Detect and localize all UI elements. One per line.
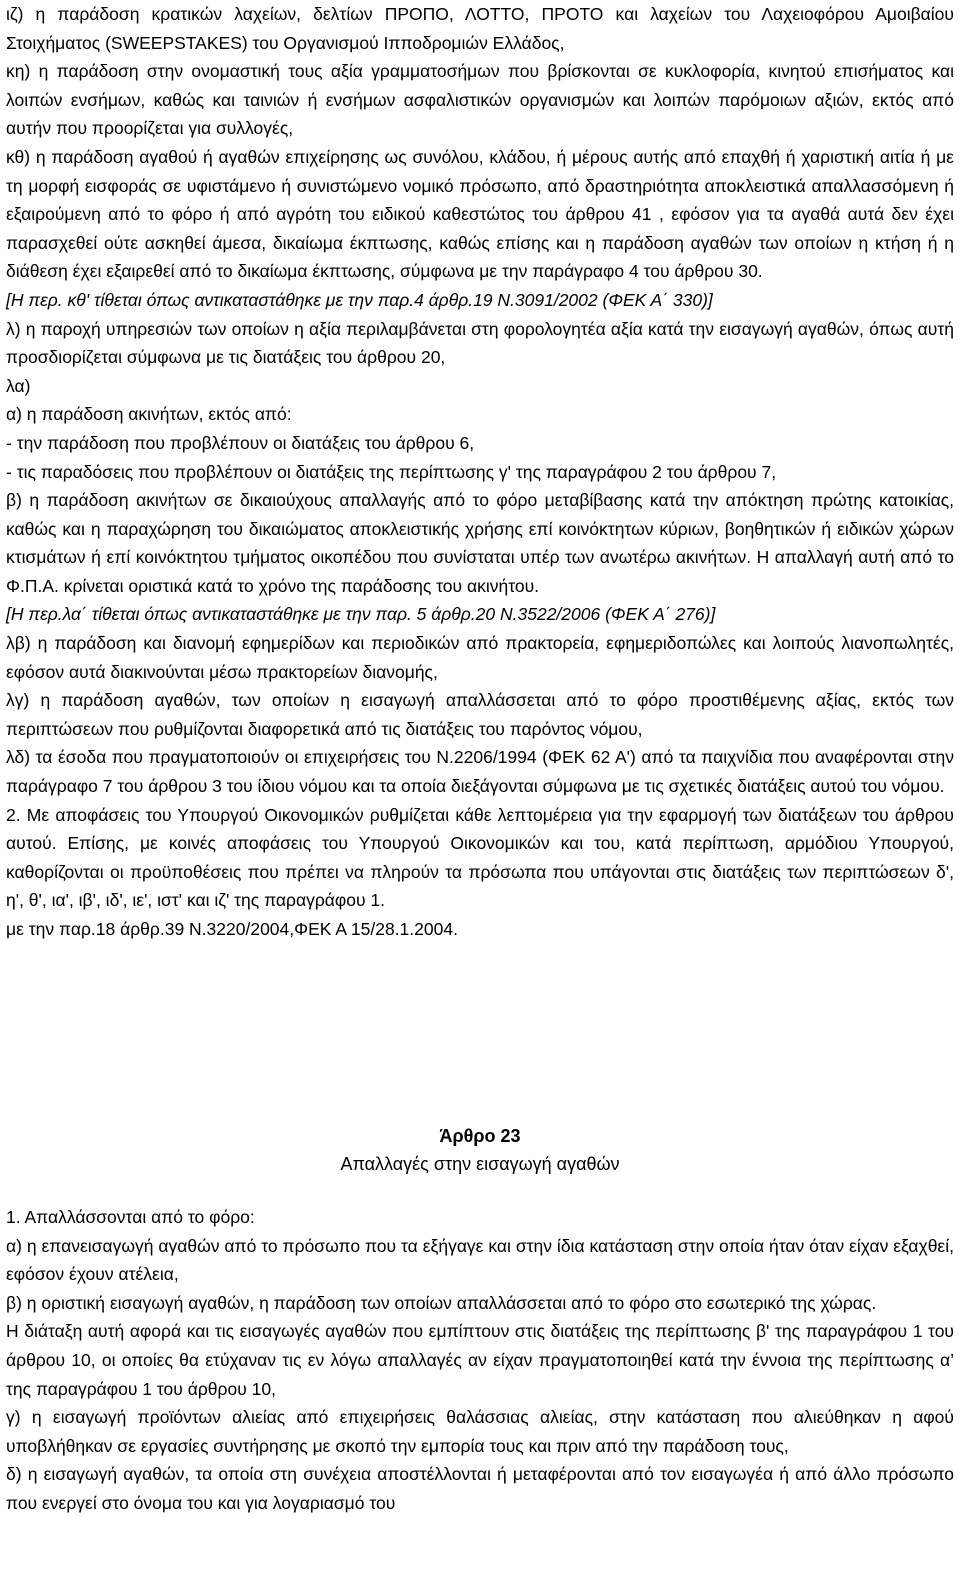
paragraph-la: λα) xyxy=(6,375,31,396)
bottom-text-block xyxy=(6,1203,954,1518)
paragraph-ld: λδ) τα έσοδα που πραγματοποιούν οι επιχειρήσεις του Ν.2206/1994 (ΦΕΚ 62 Α') από τα παιχνίδια που αναφέρονται στην παράγραφο 7 του άρθρου 3 του ίδιου νόμου και τα οποία διεξάγονται σύμφωνα με τις σχετικές διατάξεις αυτού του νόμου. xyxy=(6,747,954,797)
reference-note: με την παρ.18 άρθρ.39 Ν.3220/2004,ΦΕΚ Α 15/28.1.2004. xyxy=(6,919,458,939)
paragraph-1-d: δ) η εισαγωγή αγαθών, τα οποία στη συνέχεια αποστέλλονται ή μεταφέρονται από τον εισαγωγέα ή από άλλο πρόσωπο που ενεργεί στο όνομα του και για λογαριασμό του xyxy=(6,1464,954,1513)
paragraph-kth: κθ) η παράδοση αγαθού ή αγαθών επιχείρησης ως συνόλου, κλάδου, ή μέρους αυτής από επαχθή ή χαριστική αιτία ή με τη μορφή εισφοράς σε υφιστάμενο ή συνιστώμενο νομικό πρόσωπο, από δραστηριότητα αποκλειστικά απαλλασσόμενη ή εξαιρούμενη από το φόρο ή από αγρότη του ειδικού καθεστώτος του άρθρου 41 , εφόσον για τα αγαθά αυτά δεν έχει παρασχεθεί ούτε ασκηθεί άμεσα, δικαίωμα έκπτωσης, καθώς επίσης και η παράδοση αγαθών των οποίων η κτήση ή η διάθεση έχει εξαιρεθεί από το δικαίωμα έκπτωσης, σύμφωνα με την παράγραφο 4 του άρθρου 30. xyxy=(6,146,954,282)
article-title: Άρθρο 23 xyxy=(439,1126,521,1146)
paragraph-1-a: α) η επανεισαγωγή αγαθών από το πρόσωπο που τα εξήγαγε και στην ίδια κατάσταση στην οποία ήταν όταν είχαν εξαχθεί, εφόσον έχουν ατέλεια, xyxy=(6,1235,954,1285)
paragraph-la-dash-1: - την παράδοση που προβλέπουν οι διατάξεις του άρθρου 6, xyxy=(6,432,475,453)
article-subtitle: Απαλλαγές στην εισαγωγή αγαθών xyxy=(340,1154,620,1174)
paragraph-2: 2. Με αποφάσεις του Υπουργού Οικονομικών ρυθμίζεται κάθε λεπτομέρεια για την εφαρμογή των διατάξεων του άρθρου αυτού. Επίσης, με κοινές αποφάσεις του Υπουργού Οικονομικών και του, κατά περίπτωση, αρμόδιου Υπουργού, καθορίζονται οι προϋποθέσεις που πρέπει να πληρούν τα πρόσωπα που υπάγονται στις διατάξεις των περιπτώσεων δ', η', θ', ια', ιβ', ιδ', ιε', ιστ' και ιζ' της παραγράφου 1. xyxy=(6,804,954,911)
paragraph-kh: κη) η παράδοση στην ονομαστική τους αξία γραμματοσήμων που βρίσκονται σε κυκλοφορία, κινητού επισήματος και λοιπών ενσήμων, καθώς και ταινιών ή ενσήμων ασφαλιστικών οργανισμών και λοιπών παρόμοιων αξιών, εκτός από αυτήν που προορίζεται για συλλογές, xyxy=(6,61,954,139)
top-text-block xyxy=(6,0,954,944)
paragraph-lg: λγ) η παράδοση αγαθών, των οποίων η εισαγωγή απαλλάσσεται από το φόρο προστιθέμενης αξίας, εκτός των περιπτώσεων που ρυθμίζονται διαφορετικά από τις διατάξεις του παρόντος νόμου, xyxy=(6,690,954,739)
paragraph-1-intro: 1. Απαλλάσσονται από το φόρο: xyxy=(6,1207,255,1227)
paragraph-l: λ) η παροχή υπηρεσιών των οποίων η αξία περιλαμβάνεται στη φορολογητέα αξία κατά την εισαγωγή αγαθών, όπως αυτή προσδιορίζεται σύμφωνα με τις διατάξεις του άρθρου 20, xyxy=(6,318,954,368)
paragraph-lb: λβ) η παράδοση και διανομή εφημερίδων και περιοδικών από πρακτορεία, εφημεριδοπώλες και λοιπούς λιανοπωλητές, εφόσον αυτά διακινούνται μέσω πρακτορείων διανομής, xyxy=(6,633,954,682)
amendment-note-la: [Η περ.λα΄ τίθεται όπως αντικαταστάθηκε με την παρ. 5 άρθρ.20 Ν.3522/2006 (ΦΕΚ Α΄ 276)] xyxy=(6,604,716,625)
paragraph-la-dash-2: - τις παραδόσεις που προβλέπουν οι διατάξεις της περίπτωσης γ' της παραγράφου 2 του άρθρου 7, xyxy=(6,461,777,482)
paragraph-la-a: α) η παράδοση ακινήτων, εκτός από: xyxy=(6,404,292,425)
paragraph-la-b: β) η παράδοση ακινήτων σε δικαιούχους απαλλαγής από το φόρο μεταβίβασης κατά την απόκτηση πρώτης κατοικίας, καθώς και η παραχώρηση του δικαιώματος αποκλειστικής χρήσης επί κοινόκτητων κύριων, βοηθητικών ή ειδικών χώρων κτισμάτων ή επί κοινόκτητου τμήματος οικοπέδου που συνίσταται υπέρ των ανωτέρω ακινήτων. Η απαλλαγή αυτή από το Φ.Π.Α. κρίνεται οριστικά κατά το χρόνο της παράδοσης του ακινήτου. xyxy=(6,490,954,596)
paragraph-iz: ιζ) η παράδοση κρατικών λαχείων, δελτίων ΠΡΟΠΟ, ΛΟΤΤΟ, ΠΡΟΤΟ και λαχείων του Λαχειοφόρου Αμοιβαίου Στοιχήματος (SWEEPSTAKES) του Οργανισμού Ιπποδρομιών Ελλάδος, xyxy=(6,4,954,53)
paragraph-1-g: γ) η εισαγωγή προϊόντων αλιείας από επιχειρήσεις θαλάσσιας αλιείας, στην κατάσταση που αλιεύθηκαν η αφού υποβλήθηκαν σε εργασίες συντήρησης με σκοπό την εμπορία τους και πριν από την παράδοση τους, xyxy=(6,1407,954,1456)
paragraph-1-b: β) η οριστική εισαγωγή αγαθών, η παράδοση των οποίων απαλλάσσεται από το φόρο στο εσωτερικό της χώρας. xyxy=(6,1292,877,1313)
paragraph-1-b-note: Η διάταξη αυτή αφορά και τις εισαγωγές αγαθών που εμπίπτουν στις διατάξεις της περίπτωσης β' της παραγράφου 1 του άρθρου 10, οι οποίες θα ετύχαναν τις εν λόγω απαλλαγές αν είχαν πραγματοποιηθεί κατά την έννοια της περίπτωσης α’ της παραγράφου 1 του άρθρου 10, xyxy=(6,1321,954,1399)
amendment-note-kth: [Η περ. κθ' τίθεται όπως αντικαταστάθηκε με την παρ.4 άρθρ.19 Ν.3091/2002 (ΦΕΚ Α΄ 330)] xyxy=(6,289,713,310)
